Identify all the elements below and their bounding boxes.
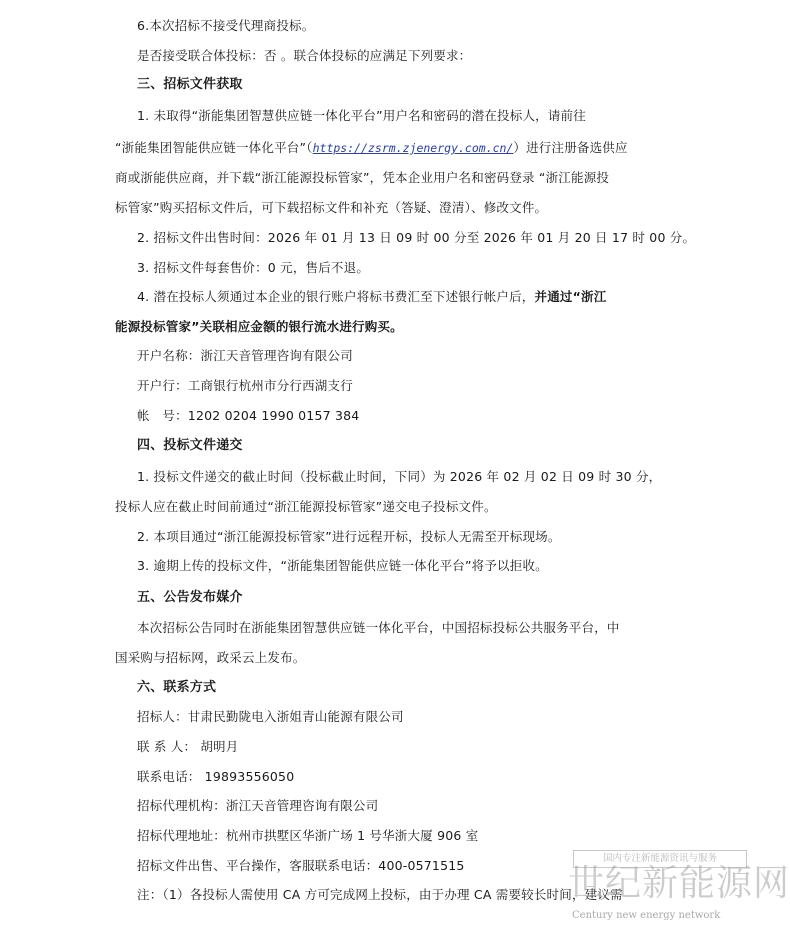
text-line: 招标人：甘肃民勤陇电入浙姐青山能源有限公司 bbox=[137, 709, 404, 724]
text-line: 联 系 人： 胡明月 bbox=[137, 739, 239, 754]
text-line: 2. 招标文件出售时间：2026 年 01 月 13 日 09 时 00 分至 2026 年 01 月 20 日 17 时 00 分。 bbox=[137, 230, 696, 245]
text-line: 招标代理机构：浙江天音管理咨询有限公司 bbox=[137, 798, 379, 813]
text-line: 1. 未取得“浙能集团智慧供应链一体化平台”用户名和密码的潜在投标人，请前往 bbox=[137, 108, 586, 123]
watermark-subtitle: Century new energy network bbox=[572, 910, 721, 921]
text-line: 帐 号：1202 0204 1990 0157 384 bbox=[137, 408, 360, 423]
bold-segment: 并通过“浙江 bbox=[534, 289, 607, 304]
text-line: 联系电话： 19893556050 bbox=[137, 769, 295, 784]
text-line bbox=[115, 139, 628, 157]
text-line: 6.本次招标不接受代理商投标。 bbox=[137, 18, 315, 33]
text-line: 招标代理地址：杭州市拱墅区华浙广场 1 号华浙大厦 906 室 bbox=[137, 828, 479, 843]
text-line: 商或浙能供应商，并下载“浙江能源投标管家”，凭本企业用户名和密码登录 “浙江能源投 bbox=[115, 170, 610, 185]
text-line: 开户名称：浙江天音管理咨询有限公司 bbox=[137, 348, 353, 363]
text-line: 本次招标公告同时在浙能集团智慧供应链一体化平台，中国招标投标公共服务平台，中 bbox=[137, 620, 620, 635]
text-line: 1. 投标文件递交的截止时间（投标截止时间，下同）为 2026 年 02 月 02 日 09 时 30 分， bbox=[137, 469, 662, 484]
text-line: 3. 招标文件每套售价：0 元，售后不退。 bbox=[137, 260, 370, 275]
text-line: 是否接受联合体投标：否 。联合体投标的应满足下列要求： bbox=[137, 48, 472, 63]
text-line: 开户行：工商银行杭州市分行西湖支行 bbox=[137, 378, 353, 393]
watermark-logo: 世纪新能源网 bbox=[568, 863, 790, 904]
text-segment: “浙能集团智能供应链一体化平台”（ bbox=[115, 140, 313, 155]
text-segment: ）进行注册备选供应 bbox=[513, 140, 628, 155]
watermark-tagline: 国内专注新能源资讯与服务 bbox=[573, 850, 747, 868]
section-heading: 五、公告发布媒介 bbox=[137, 590, 243, 605]
section-heading: 六、联系方式 bbox=[137, 680, 217, 695]
text-line: 标管家”购买招标文件后，可下载招标文件和补充（答疑、澄清）、修改文件。 bbox=[115, 200, 548, 215]
section-heading: 三、招标文件获取 bbox=[137, 77, 243, 92]
text-line: 2. 本项目通过“浙江能源投标管家”进行远程开标，投标人无需至开标现场。 bbox=[137, 529, 561, 544]
bold-line: 能源投标管家”关联相应金额的银行流水进行购买。 bbox=[115, 319, 403, 334]
text-line: 注：（1）各投标人需使用 CA 方可完成网上投标，由于办理 CA 需要较长时间，建议需 bbox=[137, 887, 623, 902]
text-segment: 4. 潜在投标人须通过本企业的银行账户将标书费汇至下述银行帐户后， bbox=[137, 289, 535, 304]
platform-link[interactable]: https://zsrm.zjenergy.com.cn/ bbox=[312, 141, 514, 155]
text-line bbox=[137, 288, 606, 306]
text-line: 招标文件出售、平台操作，客服联系电话：400-0571515 bbox=[137, 858, 465, 873]
text-line: 投标人应在截止时间前通过“浙江能源投标管家”递交电子投标文件。 bbox=[115, 499, 497, 514]
section-heading: 四、投标文件递交 bbox=[137, 438, 243, 453]
text-line: 国采购与招标网，政采云上发布。 bbox=[115, 650, 306, 665]
text-line: 3. 逾期上传的投标文件，“浙能集团智能供应链一体化平台”将予以拒收。 bbox=[137, 558, 548, 573]
